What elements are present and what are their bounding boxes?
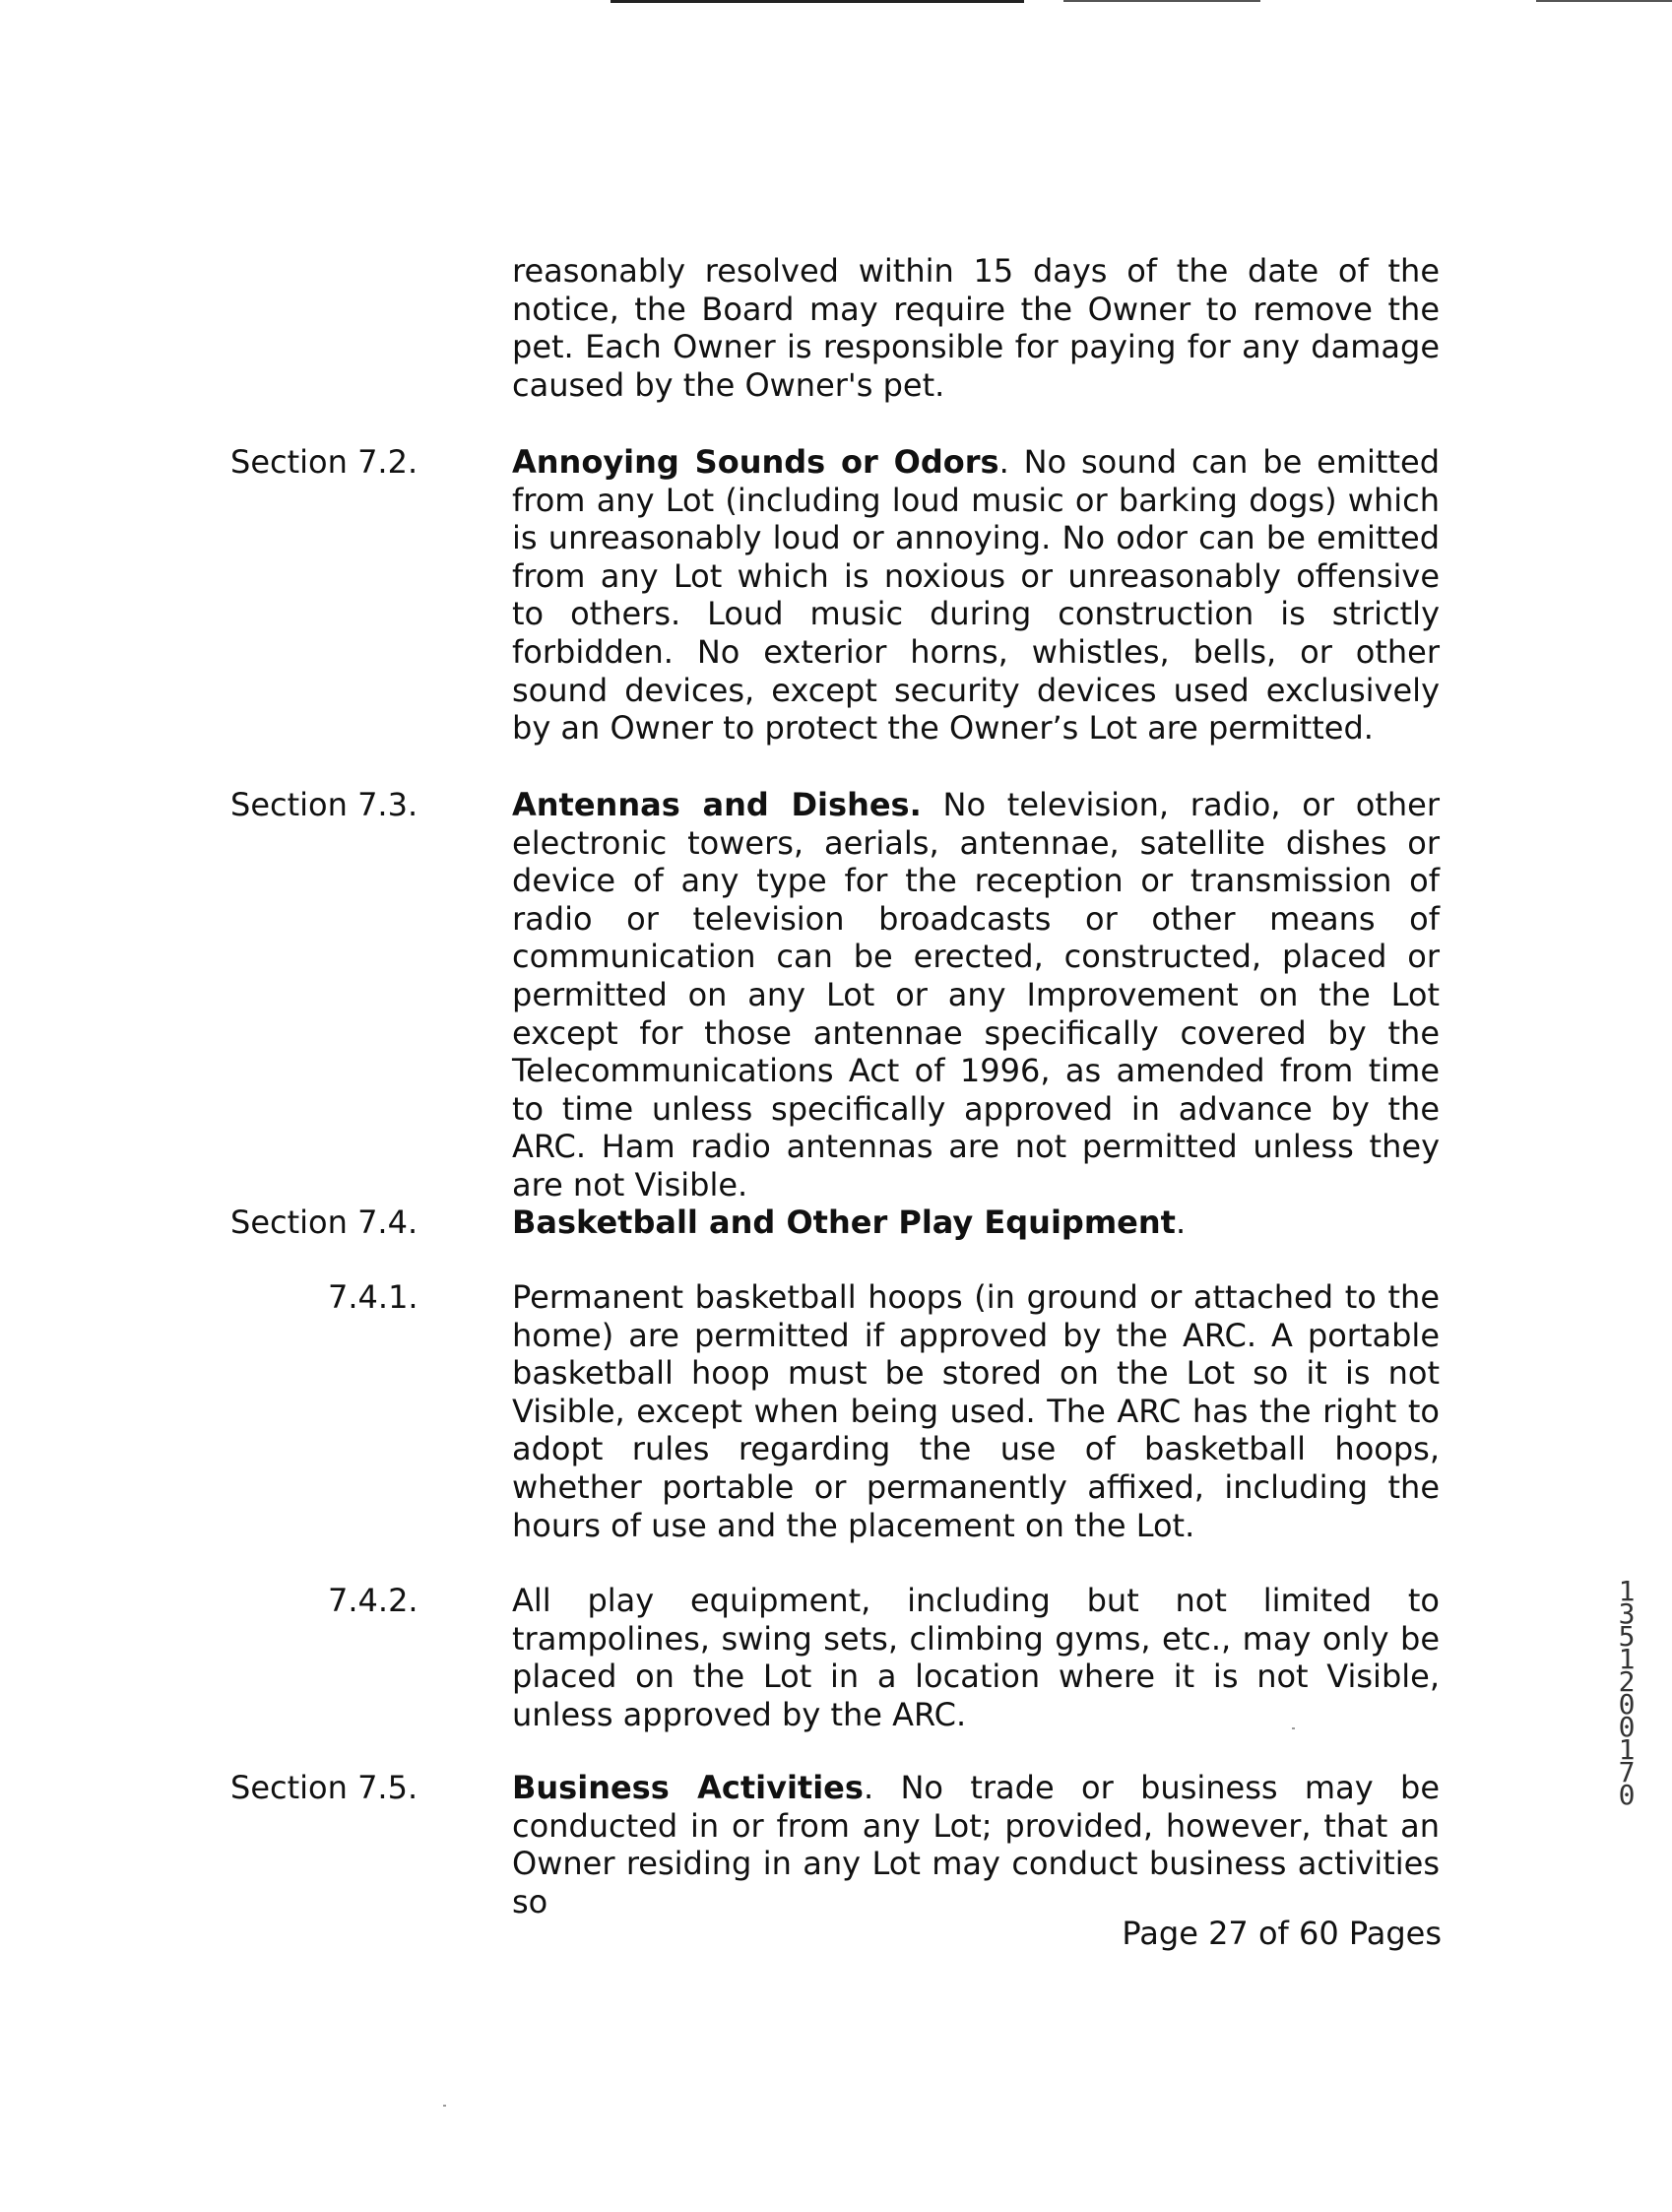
section-7-2-paragraph	[512, 443, 1440, 748]
scan-speck	[443, 2105, 446, 2107]
top-scan-rule	[1063, 0, 1260, 2]
section-7-2-label: Section 7.2.	[230, 443, 418, 481]
top-scan-rule	[1536, 0, 1672, 2]
continuation-paragraph: reasonably resolved within 15 days of the date of the notice, the Board may require the Owner to remove the pet. Each Owner is responsible for paying for any damage caused by the Owner's pet.	[512, 252, 1440, 404]
page-number-footer: Page 27 of 60 Pages	[1122, 1915, 1442, 1952]
section-7-5-label: Section 7.5.	[230, 1769, 418, 1806]
section-7-3-paragraph	[512, 786, 1440, 1204]
section-7-4-heading: Basketball and Other Play Equipment	[512, 1204, 1176, 1241]
scan-speck	[1292, 1727, 1295, 1729]
section-7-5-body: No trade or business may be conducted in or from any Lot; provided, however, that an Owner residing in any Lot may conduct business activities so	[512, 1769, 1441, 1920]
section-7-5-heading: Business Activities	[512, 1769, 864, 1806]
section-7-5-paragraph	[512, 1769, 1440, 1920]
section-7-3-label: Section 7.3.	[230, 786, 418, 823]
subsection-7-4-1-paragraph: Permanent basketball hoops (in ground or attached to the home) are permitted if approved by the ARC. A portable basketball hoop must be stored on the Lot so it is not Visible, except when being used. The ARC has the right to adopt rules regarding the use of basketball hoops, whether portable or permanently affixed, including the hours of use and the placement on the Lot.	[512, 1278, 1440, 1544]
section-7-5-heading-punct: .	[863, 1769, 874, 1806]
recording-stamp-number: 13512 00170	[1618, 1575, 1636, 1811]
top-scan-rule	[611, 0, 1024, 3]
section-7-2-body: No sound can be emitted from any Lot (including loud music or barking dogs) which is unreasonably loud or annoying. No odor can be emitted from any Lot which is noxious or unreasonably offensive to others. Loud music during construction is strictly forbidden. No exterior horns, whistles, bells, or other sound devices, except security devices used exclusively by an Owner to protect the Owner’s Lot are permitted.	[512, 443, 1441, 748]
subsection-7-4-2-paragraph: All play equipment, including but not limited to trampolines, swing sets, climbing gyms, etc., may only be placed on the Lot in a location where it is not Visible, unless approved by the ARC.	[512, 1582, 1440, 1733]
section-7-4-label: Section 7.4.	[230, 1204, 418, 1241]
section-7-4-heading-punct: .	[1175, 1204, 1187, 1241]
section-7-4-paragraph	[512, 1204, 1440, 1242]
section-7-3-body: No television, radio, or other electronic towers, aerials, antennae, satellite dishes or device of any type for the reception or transmission of radio or television broadcasts or other means of communication can be erected, constructed, placed or permitted on any Lot or any Improvement on the Lot except for those antennae specifically covered by the Telecommunications Act of 1996, as amended from time to time unless specifically approved in advance by the ARC. Ham radio antennas are not permitted unless they are not Visible.	[512, 786, 1441, 1204]
section-7-2-heading: Annoying Sounds or Odors	[512, 443, 999, 481]
subsection-7-4-2-label: 7.4.2.	[328, 1582, 418, 1619]
section-7-3-heading: Antennas and Dishes.	[512, 786, 922, 823]
subsection-7-4-1-label: 7.4.1.	[328, 1278, 418, 1316]
section-7-2-heading-punct: .	[998, 443, 1009, 481]
